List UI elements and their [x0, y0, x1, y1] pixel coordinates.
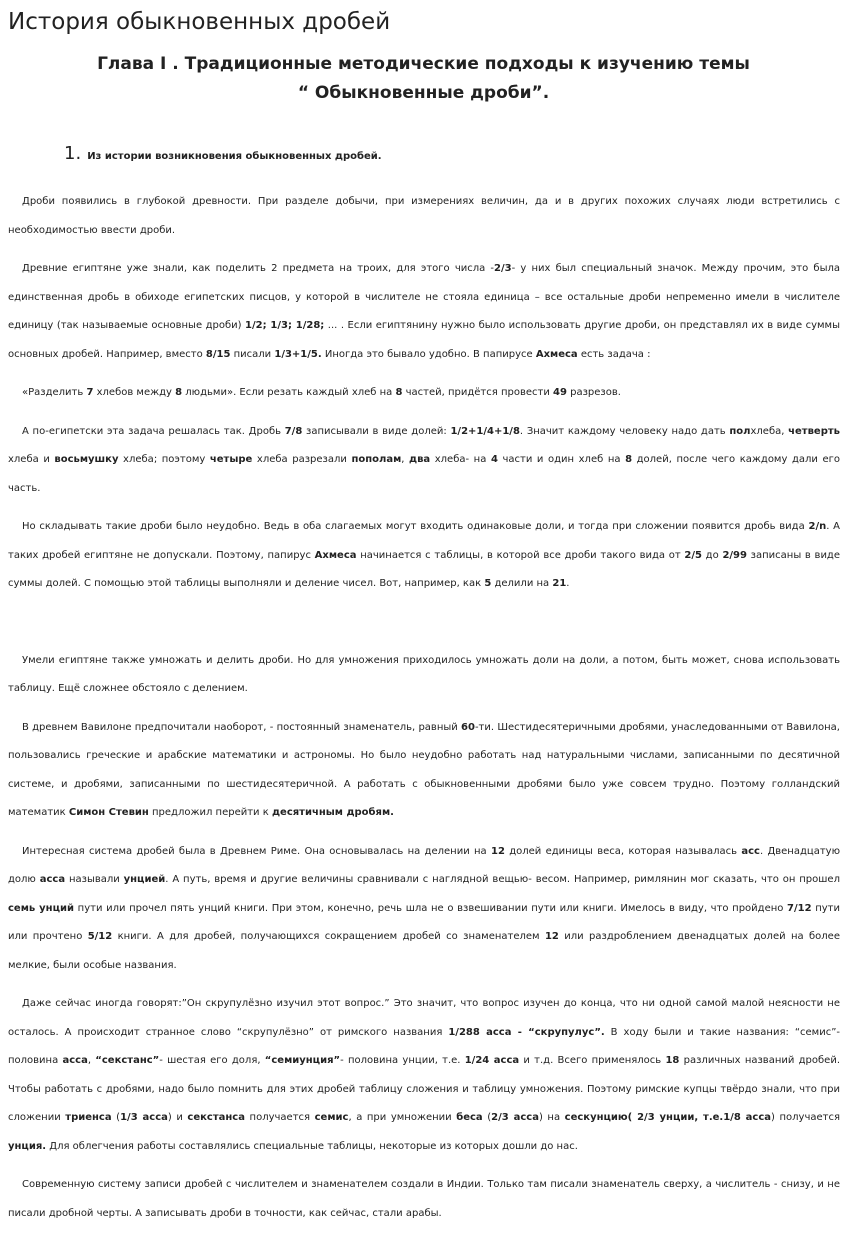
text-run: Для облегчения работы составлялись специальные таблицы, некоторые из которых дошли до нас. — [46, 1140, 578, 1152]
chapter-heading — [0, 50, 847, 108]
bold-text: асс — [741, 845, 760, 857]
text-run: есть задача : — [577, 348, 651, 360]
bold-text: 8 — [625, 454, 633, 465]
bold-text: 1/3+1/5. — [274, 348, 322, 360]
bold-text: унция. — [8, 1140, 47, 1152]
paragraph — [8, 714, 840, 828]
text-run: . А путь, время и другие величины сравнивали с наглядной вещью- весом. Например, римлянин мог сказать, что он прошел — [165, 874, 840, 885]
text-run: Древние египтяне уже знали, как поделить 2 предмета на троих, для этого числа - — [22, 263, 495, 274]
text-run: разрезов. — [566, 387, 621, 398]
text-run: , а при умножении — [348, 1112, 457, 1123]
text-run: книги. А для дробей, получающихся сокращением дробей со знаменателем — [112, 931, 545, 942]
text-run: различных названий дробей. Чтобы работать с дробями, надо было помнить для этих дробей таблицу сложения и таблицу умножения. Поэтому римские купцы твёрдо знали, что при сложении — [8, 1055, 840, 1123]
text-run: долей единицы веса, которая называлась — [504, 845, 742, 857]
text-run: записаны в виде суммы долей. С помощью этой таблицы выполняли и деление чисел. Вот, например, как — [8, 549, 841, 589]
document-title: История обыкновенных дробей — [8, 9, 391, 35]
text-run: хлеба- на — [430, 454, 491, 465]
text-run: А по-египетски эта задача решалась так. Дробь — [22, 425, 285, 437]
bold-text: 8 — [175, 387, 183, 398]
bold-text: асса — [62, 1055, 88, 1066]
bold-text: 18 — [665, 1055, 680, 1066]
text-run: начинается с таблицы, в которой все дроби такого вида от — [356, 549, 685, 561]
bold-text: 1/288 асса - “скрупулус”. — [448, 1026, 605, 1038]
text-run: Умели египтяне также умножать и делить дроби. Но для умножения приходилось умножать доли на доли, а потом, быть может, снова использовать таблицу. Ещё сложнее обстояло с делением. — [8, 654, 840, 694]
section-number: 1. — [64, 143, 82, 164]
text-run: Интересная система дробей была в Древнем Риме. Она основывалась на делении на — [22, 845, 491, 857]
bold-text: 7/8 — [284, 425, 303, 437]
bold-text: Ахмеса — [314, 549, 357, 561]
bold-text: два — [409, 454, 431, 465]
text-run: и т.д. Всего применялось — [519, 1055, 666, 1066]
bold-text: 1/2+1/4+1/8 — [450, 425, 520, 437]
bold-text: асса — [39, 874, 66, 885]
bold-text: восьмушку — [54, 454, 119, 465]
section-title: Из истории возникновения обыкновенных дробей. — [87, 151, 382, 162]
bold-text: “секстанс” — [95, 1055, 160, 1066]
text-run: . Значит каждому человеку надо дать — [519, 425, 730, 437]
text-run: до — [701, 549, 723, 561]
bold-text: 49 — [553, 387, 567, 398]
bold-text: десятичным дробям. — [271, 807, 394, 818]
paragraph — [8, 379, 840, 408]
text-run: . А таких дробей египтяне не допускали. Поэтому, папирус — [8, 521, 841, 561]
bold-text: 2/99 — [722, 549, 747, 561]
text-run: пути или прочел пять унций книги. При этом, конечно, речь шла не о взвешивании пути или книги. Имелось в виду, что пройдено — [74, 902, 788, 914]
bold-text: 60 — [461, 721, 475, 733]
bold-text: четверть — [788, 425, 840, 437]
text-run: Дроби появились в глубокой древности. При разделе добычи, при измерениях величин, да и в других похожих случаях люди встретились с необходимостью ввести дроби. — [8, 196, 840, 236]
bold-text: триенса — [65, 1112, 112, 1123]
bold-text: 2/3 — [494, 263, 512, 274]
text-run: делили на — [491, 578, 553, 589]
text-run: записывали в виде долей: — [302, 425, 451, 437]
paragraph — [8, 513, 840, 599]
text-run: ) получается — [771, 1112, 840, 1123]
bold-text: 2/n — [808, 521, 827, 532]
paragraph — [8, 990, 840, 1161]
text-run: - половина унции, т.е. — [340, 1055, 465, 1066]
bold-text: 8/15 — [205, 348, 231, 360]
text-run: части и один хлеб на — [497, 454, 626, 465]
text-run: В древнем Вавилоне предпочитали наоборот, - постоянный знаменатель, равный — [22, 721, 462, 733]
text-run: людьми». Если резать каждый хлеб на — [182, 387, 396, 398]
text-run: долей, после чего каждому дали его часть. — [8, 454, 841, 494]
text-run: , — [87, 1055, 96, 1066]
bold-text: пол — [729, 425, 751, 437]
bold-text: унцией — [123, 874, 166, 885]
text-run: получается — [244, 1112, 315, 1123]
bold-text: 1/3 асса — [120, 1112, 168, 1123]
bold-text: 2/5 — [684, 549, 702, 561]
bold-text: семис — [314, 1112, 349, 1123]
bold-text: пополам — [351, 454, 402, 465]
text-run: ) на — [538, 1112, 565, 1123]
bold-text: семь унций — [8, 902, 75, 914]
text-run: писали — [230, 348, 275, 360]
text-run: хлебов между — [93, 387, 176, 398]
text-run: называли — [65, 874, 124, 885]
bold-text: 21 — [552, 578, 567, 589]
paragraph — [8, 838, 840, 981]
bold-text: Ахмеса — [535, 348, 578, 360]
text-run: - шестая его доля, — [159, 1055, 265, 1066]
paragraph — [8, 418, 840, 504]
text-run: хлеба разрезали — [252, 454, 352, 465]
text-run: Но складывать такие дроби было неудобно. Ведь в оба слагаемых могут входить одинаковые доли, и тогда при сложении появится дробь вида — [22, 521, 809, 532]
bold-text: сескунцию( 2/3 унции, т.е.1/8 асса — [564, 1112, 772, 1123]
text-run: Даже сейчас иногда говорят:”Он скрупулёзно изучил этот вопрос.” Это значит, что вопрос изучен до конца, что ни одной самой малой неясности не осталось. А происходит странное слово “скрупулёзно” от римского названия — [8, 998, 840, 1038]
text-run: ( — [482, 1112, 492, 1123]
text-run: предложил перейти к — [148, 807, 272, 818]
document-body — [8, 188, 840, 1228]
text-run: или раздроблением двенадцатых долей на более мелкие, были особые названия. — [8, 931, 840, 971]
bold-text: секстанса — [187, 1112, 245, 1123]
bold-text: 4 — [490, 454, 498, 465]
paragraph — [8, 647, 840, 704]
bold-text: 1/24 асса — [464, 1055, 520, 1066]
chapter-heading-line2: “ Обыкновенные дроби”. — [297, 83, 550, 103]
text-run: ( — [111, 1112, 121, 1123]
text-run: хлеба, — [750, 425, 789, 437]
bold-text: беса — [456, 1112, 483, 1123]
text-run: , — [401, 454, 410, 465]
bold-text: Симон Стевин — [68, 807, 149, 818]
bold-text: 2/3 асса — [491, 1112, 539, 1123]
text-run: частей, придётся провести — [402, 387, 554, 398]
paragraph — [8, 1171, 840, 1228]
chapter-heading-line1: Глава I . Традиционные методические подходы к изучению темы — [97, 54, 750, 74]
bold-text: 8 — [395, 387, 403, 398]
text-run: В ходу были и такие названия: “семис”- половина — [8, 1026, 840, 1066]
text-run: - у них был специальный значок. Между прочим, это была единственная дробь в обиходе египетских писцов, у которой в числителе не стояла единица – все остальные дроби непременно имели в числителе единицу (так называемые основные дроби) — [8, 263, 840, 331]
bold-text: четыре — [209, 454, 253, 465]
text-run: ... . Если египтянину нужно было использовать другие дроби, он представлял их в виде суммы основных дробей. Например, вместо — [8, 320, 840, 360]
bold-text: 5 — [484, 578, 492, 589]
bold-text: 1/2; 1/3; 1/28; — [245, 320, 325, 331]
text-run: хлеба; поэтому — [118, 454, 210, 465]
text-run: . — [566, 578, 570, 589]
text-run: ) и — [167, 1112, 188, 1123]
bold-text: 7/12 — [787, 902, 812, 914]
bold-text: 5/12 — [87, 931, 113, 942]
text-run: пути или прочтено — [8, 902, 841, 942]
section-heading — [64, 143, 382, 164]
text-run: -ти. Шестидесятеричными дробями, унаследованными от Вавилона, пользовались греческие и арабские математики и астрономы. Но было неудобно работать над натуральными числами, записанными по десятичной системе, и дробями, записанными по шестидесятеричной. А работать с обыкновенными дробями было уже совсем трудно. Поэтому голландский математик — [8, 721, 840, 818]
paragraph — [8, 188, 840, 245]
text-run: Иногда это бывало удобно. В папирусе — [321, 348, 536, 360]
text-run: . Двенадцатую долю — [8, 845, 840, 885]
bold-text: 7 — [86, 387, 94, 398]
paragraph — [8, 255, 840, 369]
text-run: хлеба и — [8, 454, 55, 465]
text-run: Современную систему записи дробей с числителем и знаменателем создали в Индии. Только там писали знаменатель сверху, а числитель - снизу, и не писали дробной черты. А записывать дроби в точности, как сейчас, стали арабы. — [8, 1179, 840, 1219]
bold-text: 12 — [544, 931, 559, 942]
bold-text: “семиунция” — [264, 1055, 341, 1066]
bold-text: 12 — [490, 845, 505, 857]
text-run: «Разделить — [22, 387, 87, 398]
